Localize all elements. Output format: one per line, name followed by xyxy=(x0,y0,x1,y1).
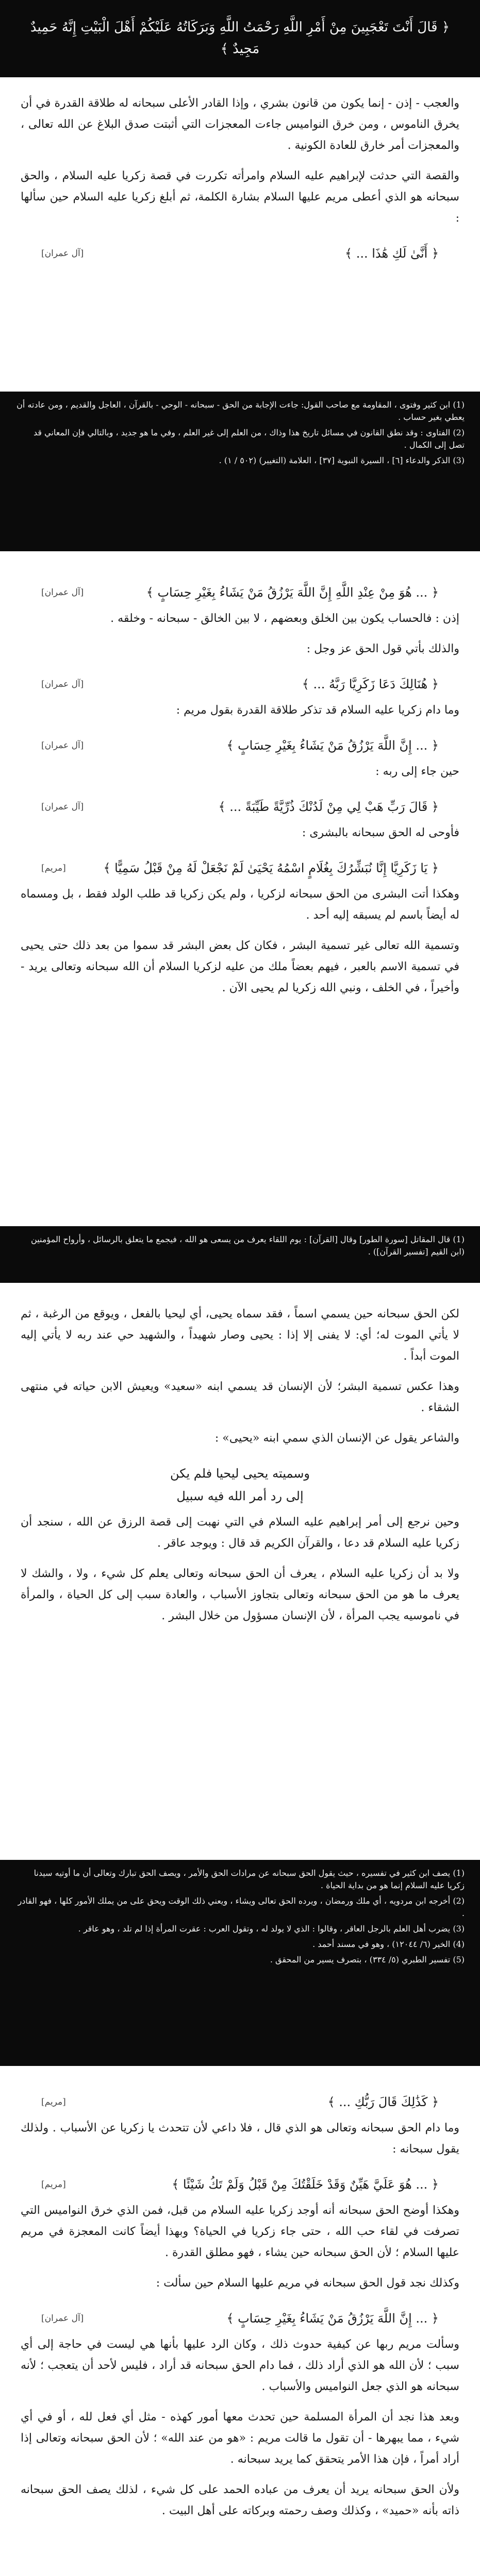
paragraph: وتسمية الله تعالى غير تسمية البشر ، فكان كل بعض البشر قد سموا من بعد ذلك حتى يحيى في تسمية الاسم بالعبر ، فيهم بعضاً ملك من عليه لزكريا السلام أن الله سبحانه وتعالى يريد - وأخيراً ، في الخلف ، ونبي الله زكريا لم يحيى الآن . xyxy=(21,939,459,994)
verse-text: ﴿ ... هُوَ عَلَيَّ هَيِّنٌ وَقَدْ خَلَقْتُكَ مِنْ قَبْلُ وَلَمْ تَكُ شَيْئًا ﴾ xyxy=(172,2177,439,2192)
paragraph: فأوحى له الحق سبحانه بالبشرى : xyxy=(302,826,459,839)
top-verse-banner xyxy=(0,0,480,77)
paragraph: إذن : فالحساب يكون بين الخلق وبعضهم ، لا بين الخالق - سبحانه - وخلقه . xyxy=(110,612,459,625)
footnotes-box xyxy=(0,1860,480,2066)
verse-reference: [مريم] xyxy=(41,2097,66,2107)
paragraph: والذلك بأتي قول الحق عز وجل : xyxy=(306,642,459,655)
verse-reference: [آل عمران] xyxy=(41,2313,84,2324)
paragraph: والشاعر يقول عن الإنسان الذي سمي ابنه «يحيى» : xyxy=(214,1432,459,1445)
verse-text: ﴿ ... إِنَّ اللَّهَ يَرْزُقُ مَنْ يَشَاءُ بِغَيْرِ حِسَابٍ ﴾ xyxy=(226,738,439,753)
paragraph: وما دام زكريا عليه السلام قد تذكر طلاقة القدرة بقول مريم : xyxy=(176,704,459,717)
footnote: (5) تفسير الطبري (٥/ ٣٣٤) ، بتصرف يسير من المحقق . xyxy=(270,1955,465,1964)
paragraph: وهذا عكس تسمية البشر؛ لأن الإنسان قد يسمي ابنه «سعيد» ويعيش الابن حياته في منتهى الشقاء . xyxy=(21,1380,459,1414)
footnotes-box xyxy=(0,392,480,551)
quran-verse xyxy=(21,669,459,700)
verse-reference: [آل عمران] xyxy=(41,587,84,598)
footnote: (1) قال المقاتل [سورة الطور] وقال [القرآن] : يوم اللقاء يعرف من يسعى هو الله ، فيجمع ما يتعلق بالرسائل ، وأرواح المؤمنين (ابن القيم [تفسير القرآن]) . xyxy=(31,1234,465,1257)
quran-verse xyxy=(21,2169,459,2200)
quran-verse xyxy=(21,2087,459,2117)
verse-text: ﴿ قَالَ رَبِّ هَبْ لِي مِنْ لَدُنْكَ ذُرِّيَّةً طَيِّبَةً ... ﴾ xyxy=(218,800,439,814)
intro-section xyxy=(0,93,480,376)
paragraph: وسألت مريم ربها عن كيفية حدوث ذلك ، وكان الرد عليها بأنها هي ليست في حاجة إلى أي سبب ؛ لأن الله هو الذي أراد ذلك ، فما دام الحق سبحانه قد أراد ، فليس لأحد أن يتعجب ؛ لأنه سبحانه هو الذي جعل النواميس والأسباب . xyxy=(21,2338,459,2393)
poem-verse xyxy=(21,1458,459,1512)
section-zakariya xyxy=(0,577,480,1216)
footnotes-box xyxy=(0,1226,480,1283)
paragraph: والقصة التي حدثت لإبراهيم عليه السلام وامرأته تكررت في قصة زكريا عليه السلام ، والحق سبحانه هو الذي أعطى مريم عليها السلام بشارة الكلمة، ثم أبلغ زكريا عليه السلام حين سألها : xyxy=(21,170,459,225)
verse-reference: [آل عمران] xyxy=(41,248,84,259)
verse-reference: [آل عمران] xyxy=(41,802,84,812)
paragraph: وهكذا أوضح الحق سبحانه أنه أوجد زكريا عليه السلام من قبل، فمن الذي خرق النواميس التي تصرفت في لقاء حب الله ، حتى جاء زكريا في الحياة؟ وبهذا أيضاً كانت المعجزة في مريم عليها السلام ؛ لأن الحق سبحانه حين يشاء ، فهو مطلق القدرة . xyxy=(21,2204,459,2259)
verse-reference: [مريم] xyxy=(41,2179,66,2190)
verse-reference: [آل عمران] xyxy=(41,679,84,689)
footnote: (3) الذكر والدعاء [٦] ، السيرة النبوية [٣٧] ، العلامة (التغيير) (٥٠٢ / ١) . xyxy=(219,455,465,465)
paragraph: ولأن الحق سبحانه يريد أن يعرف من عباده الحمد على كل شيء ، لذلك يصف الحق سبحانه ذاته بأنه «حميد» ، وكذلك وصف رحمته وبركاته على أهل البيت . xyxy=(21,2483,459,2517)
verse-text: ﴿ يَا زَكَرِيَّا إِنَّا نُبَشِّرُكَ بِغُلَامٍ اسْمُهُ يَحْيَىٰ لَمْ نَجْعَلْ لَهُ مِنْ قَبْلُ سَمِيًّا ﴾ xyxy=(103,861,439,875)
verse-text: ﴿ ... إِنَّ اللَّهَ يَرْزُقُ مَنْ يَشَاءُ بِغَيْرِ حِسَابٍ ﴾ xyxy=(226,2311,439,2326)
poem-line: إلى رد أمر الله فيه سبيل xyxy=(176,1489,304,1503)
footnote: (4) الخير (٦/ ١٢٠٤٤) ، وهو في مسند أحمد . xyxy=(312,1939,465,1949)
quran-verse xyxy=(21,2303,459,2334)
paragraph: وكذلك نجد قول الحق سبحانه في مريم عليها السلام حين سألت : xyxy=(156,2277,459,2290)
paragraph: والعجب - إذن - إنما يكون من قانون بشري ، وإذا القادر الأعلى سبحانه له طلاقة القدرة في أن يخرق الناموس ، ومن خرق النواميس جاءت المعجزات التي أثبتت صدق البلاغ عن الله تعالى ، والمعجزات أمر خارق للعادة الكونية . xyxy=(21,97,459,152)
footnote: (1) ابن كثير وفتوى ، المقاومة مع صاحب القول: جاءت الإجابة من الحق - سبحانه - الوحي - بالقرآن ، العاجل والقديم ، ومن عادته أن يعطي بغير حساب . xyxy=(16,400,465,422)
poem-line: وسميته يحيى ليحيا فلم يكن xyxy=(170,1466,310,1481)
paragraph: ولا بد أن زكريا عليه السلام ، يعرف أن الحق سبحانه وتعالى يعلم كل شيء ، ولا ، والشك لا يعرف ما هو من الحق سبحانه وتعالى بتجاوز الأسباب ، والعادة سبب إلى كل الحياة ، والمرأة في ناموسيه يجب المرأة ، لأن الإنسان مسؤول من خلال البشر . xyxy=(21,1567,459,1622)
footnote: (2) الفتاوى : وقد نطق القانون في مسائل تاريخ هذا وذاك ، من العلم إلى غير العلم ، وفي ما هو جديد ، وبالتالي فإن المعاني قد تصل إلى الكمال . xyxy=(33,428,465,450)
paragraph: حين جاء إلى ربه : xyxy=(375,765,459,778)
paragraph: لكن الحق سبحانه حين يسمي اسماً ، فقد سماه يحيى، أي ليحيا بالفعل ، ويوقع من الرغبة ، ثم لا يأتي الموت له؛ أي: لا يفنى إلا إذا : يحيى وصار شهيداً ، والشهيد حي عند ربه لا يأتي إليه الموت أبداً . xyxy=(21,1308,459,1363)
paragraph: وما دام الحق سبحانه وتعالى هو الذي قال ، فلا داعي لأن تتحدث يا زكريا عن الأسباب . ولذلك يقول سبحانه : xyxy=(21,2122,459,2156)
footnote: (3) يضرب أهل العلم بالرجل العاقر ، وقالوا : الذي لا يولد له ، وتقول العرب : عقرت المرأة إذا لم تلد ، وهو عاقر . xyxy=(78,1924,465,1934)
verse-text: ﴿ ... هُوَ مِنْ عِنْدِ اللَّهِ إِنَّ اللَّهَ يَرْزُقُ مَنْ يَشَاءُ بِغَيْرِ حِسَابٍ ﴾ xyxy=(146,585,439,600)
quran-verse xyxy=(21,853,459,884)
verse-text: ﴿ أَنَّىٰ لَكِ هَٰذَا ... ﴾ xyxy=(345,246,439,261)
section-yahya-name xyxy=(0,1303,480,1850)
footnote: (2) أخرجه ابن مردويه ، أي ملك ورمضان ، ويرده الحق تعالى ويشاء ، ويعني ذلك الوقت ويحق على من يملك الأمور كلها ، فهو القادر . xyxy=(18,1896,465,1918)
paragraph: وحين نرجع إلى أمر إبراهيم عليه السلام في التي نهبت إلى قصة الرزق عن الله ، سنجد أن زكريا عليه السلام قد دعا ، والقرآن الكريم قد قال : ويوجد عاقر . xyxy=(21,1516,459,1550)
quran-verse xyxy=(21,730,459,761)
quran-verse xyxy=(21,238,459,269)
verse-reference: [مريم] xyxy=(41,863,66,873)
top-verse-text: ﴿ قَالَ أَنْتَ تَعْجَبِينَ مِنْ أَمْرِ اللَّهِ رَحْمَتُ اللَّهِ وَبَرَكَاتُهُ عَلَيْكُمْ أَهْلَ الْبَيْتِ إِنَّهُ حَمِيدٌ مَجِيدٌ ﴾ xyxy=(30,20,450,57)
section-creation xyxy=(0,2087,480,2576)
verse-reference: [آل عمران] xyxy=(41,740,84,751)
quran-verse xyxy=(21,577,459,608)
verse-text: ﴿ هُنَالِكَ دَعَا زَكَرِيَّا رَبَّهُ ... ﴾ xyxy=(302,677,439,691)
quran-verse xyxy=(21,791,459,822)
footnote: (1) يصف ابن كثير في تفسيره ، حيث يقول الحق سبحانه عن مرادات الحق والأمر ، ويصف الحق تبارك وتعالى أن ما أوتيه سيدنا زكريا عليه السلام إنما هو من بداية الحياة . xyxy=(34,1868,465,1890)
paragraph: وبعد هذا نجد أن المرأة المسلمة حين تحدث معها أمور كهذه - مثل أي فعل لله ، أو في أي شيء ، مما يبهرها - أن تقول ما قالت مريم : «هو من عند الله» ؛ لأن الحق سبحانه وتعالى إذا أراد أمراً ، فإن هذا الأمر يتحقق كما يريد سبحانه . xyxy=(21,2411,459,2466)
paragraph: وهكذا أتت البشرى من الحق سبحانه لزكريا ، ولم يكن زكريا قد طلب الولد فقط ، بل ومسماه له أيضاً باسم لم يسبقه إليه أحد . xyxy=(21,888,459,922)
verse-text: ﴿ كَذَٰلِكَ قَالَ رَبُّكِ ... ﴾ xyxy=(327,2095,439,2109)
